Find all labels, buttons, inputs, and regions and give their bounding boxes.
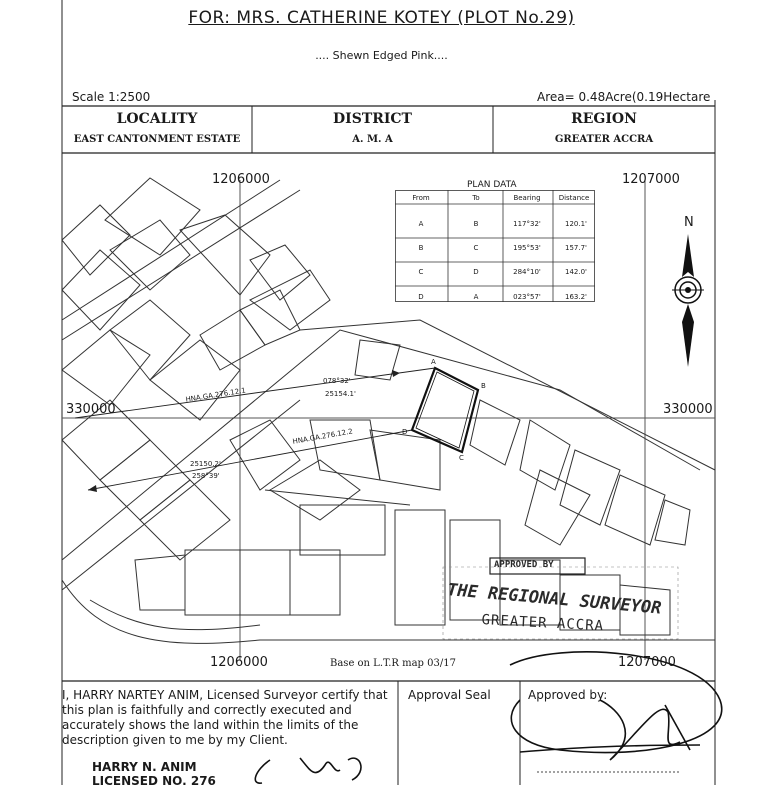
grid-label-top-left: 1206000 [212, 172, 270, 187]
region-label: REGION [571, 111, 637, 127]
plan-cell: 157.7' [565, 244, 587, 252]
plan-cell: C [418, 268, 424, 276]
plan-cell: D [473, 268, 479, 276]
surveyor-certificate: I, HARRY NARTEY ANIM, Licensed Surveyor certify that this plan is faithfully and correctly executed and accurately shows the land within the limits of the description given to me by my Client. [62, 688, 388, 747]
plan-cell: 117°32' [513, 220, 541, 228]
locality-value: EAST CANTONMENT ESTATE [73, 134, 241, 145]
grid-label-left: 330000 [66, 402, 116, 417]
ref-line-2-distance: 25150.2' [190, 460, 221, 468]
ref-line-1-distance: 25154.1' [325, 390, 356, 398]
base-map-note: Base on L.T.R map 03/17 [330, 658, 456, 669]
document-title: FOR: MRS. CATHERINE KOTEY (PLOT No.29) [188, 8, 575, 28]
corner-a-label: A [431, 358, 436, 366]
plan-data-title: PLAN DATA [467, 180, 517, 190]
plan-cell: 120.1' [565, 220, 587, 228]
document-subtitle: .... Shewn Edged Pink.... [315, 49, 448, 62]
locality-label: LOCALITY [116, 111, 198, 127]
grid-label-top-right: 1207000 [622, 172, 680, 187]
plan-cell: D [418, 293, 424, 301]
plan-cell: B [418, 244, 424, 252]
ref-line-1-bearing: 078°32' [323, 377, 351, 385]
ref-line-2-label: HNA.GA.276.12.2 [292, 427, 354, 446]
stamp-approved-text: APPROVED BY [494, 560, 554, 570]
plan-cell: A [473, 293, 479, 301]
plan-cell: 142.0' [565, 268, 587, 276]
grid-label-bottom-right: 1207000 [618, 655, 676, 670]
plan-cell: B [473, 220, 479, 228]
corner-d-label: D [402, 428, 408, 436]
north-letter: N [684, 215, 694, 230]
ref-line-2-bearing: 258°39' [192, 472, 220, 480]
plan-col-bearing: Bearing [513, 194, 541, 202]
plan-cell: 195°53' [513, 244, 541, 252]
plan-cell: A [418, 220, 424, 228]
corner-b-label: B [481, 382, 486, 390]
district-value: A. M. A [352, 134, 393, 145]
plan-col-from: From [412, 194, 430, 202]
stamp-line-2: GREATER ACCRA [481, 612, 605, 635]
scale-label: Scale 1:2500 [72, 90, 151, 104]
surveyor-name: HARRY N. ANIM [92, 760, 197, 774]
plan-cell: 023°57' [513, 293, 541, 301]
region-value: GREATER ACCRA [554, 134, 654, 145]
approved-by-label: Approved by: [528, 688, 608, 702]
plan-col-distance: Distance [558, 194, 590, 202]
stamp-line-1: THE REGIONAL SURVEYOR [446, 580, 663, 619]
approval-seal-label: Approval Seal [408, 688, 491, 702]
plan-cell: 163.2' [565, 293, 587, 301]
grid-label-bottom-left: 1206000 [210, 655, 268, 670]
surveyor-license: LICENSED NO. 276 [92, 774, 216, 788]
plan-col-to: To [472, 194, 480, 202]
plan-cell: C [473, 244, 479, 252]
corner-c-label: C [459, 454, 464, 462]
plan-cell: 284°10' [513, 268, 541, 276]
area-label: Area= 0.48Acre(0.19Hectare [537, 90, 711, 104]
district-label: DISTRICT [333, 111, 412, 127]
ref-line-1-label: HNA.GA.276.12.1 [185, 386, 247, 404]
grid-label-right: 330000 [663, 402, 713, 417]
